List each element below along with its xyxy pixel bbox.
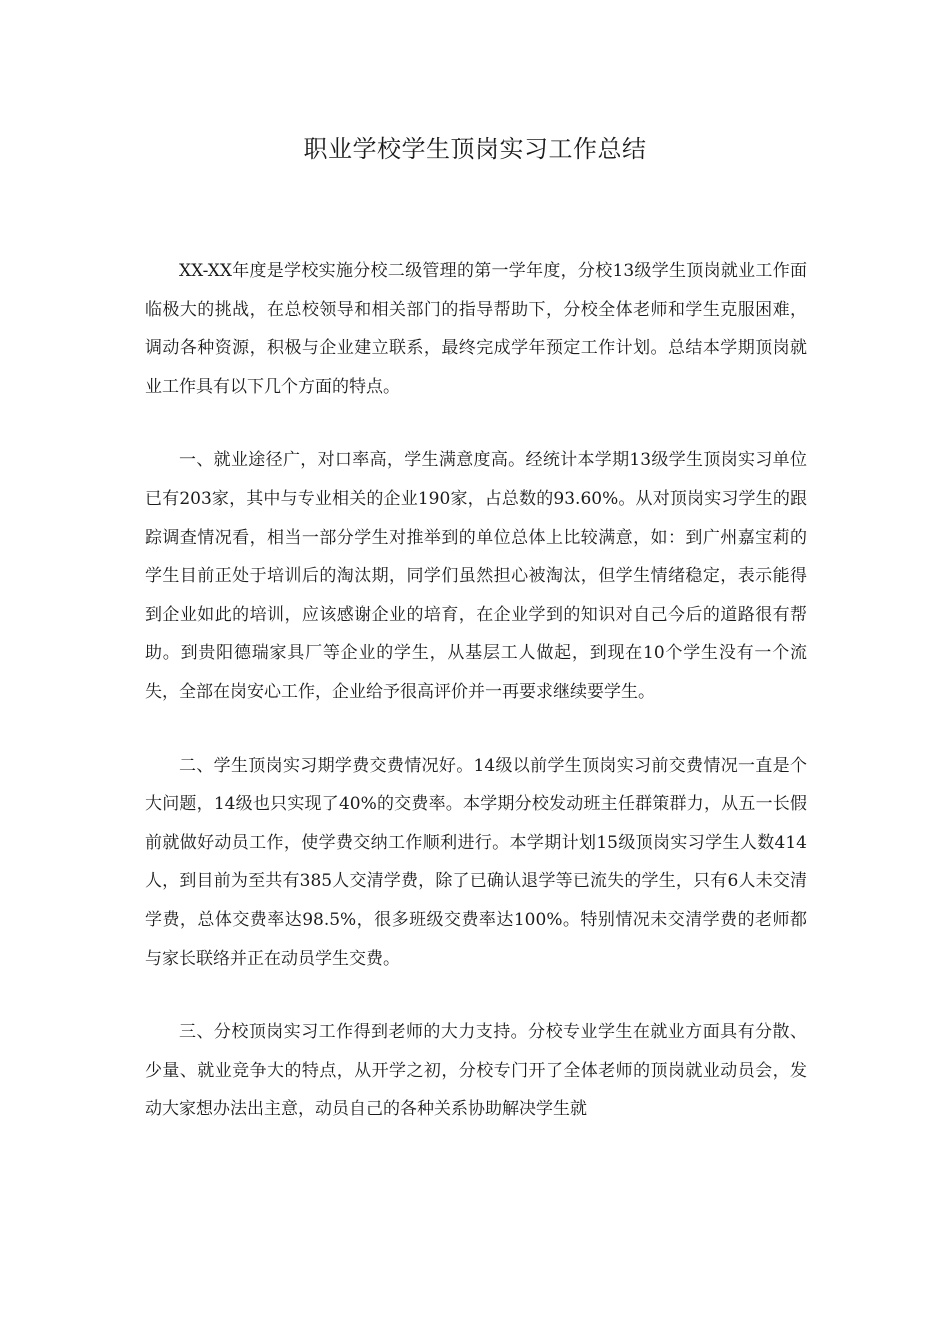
paragraph-section-1: 一、就业途径广，对口率高，学生满意度高。经统计本学期13级学生顶岗实习单位已有203家，其中与专业相关的企业190家，占总数的93.60%。从对顶岗实习学生的跟踪调查情况看，相当一部分学生对推举到的单位总体上比较满意，如：到广州嘉宝莉的学生目前正处于培训后的淘汰期，同学们虽然担心被淘汰，但学生情绪稳定，表示能得到企业如此的培训，应该感谢企业的培育，在企业学到的知识对自己今后的道路很有帮助。到贵阳德瑞家具厂等企业的学生，从基层工人做起，到现在10个学生没有一个流失，全部在岗安心工作，企业给予很高评价并一再要求继续要学生。	[145, 450, 807, 702]
document-body	[145, 252, 807, 1129]
paragraph-section-2: 二、学生顶岗实习期学费交费情况好。14级以前学生顶岗实习前交费情况一直是个大问题，14级也只实现了40%的交费率。本学期分校发动班主任群策群力，从五一长假前就做好动员工作，使学费交纳工作顺利进行。本学期计划15级顶岗实习学生人数414人，到目前为至共有385人交清学费，除了已确认退学等已流失的学生，只有6人未交清学费，总体交费率达98.5%，很多班级交费率达100%。特别情况未交清学费的老师都与家长联络并正在动员学生交费。	[145, 755, 807, 969]
paragraph-section-3: 三、分校顶岗实习工作得到老师的大力支持。分校专业学生在就业方面具有分散、少量、就业竞争大的特点，从开学之初，分校专门开了全体老师的顶岗就业动员会，发动大家想办法出主意，动员自己的各种关系协助解决学生就	[145, 1022, 807, 1120]
document-title: 职业学校学生顶岗实习工作总结	[303, 135, 647, 163]
paragraph-intro: XX-XX年度是学校实施分校二级管理的第一学年度，分校13级学生顶岗就业工作面临极大的挑战，在总校领导和相关部门的指导帮助下，分校全体老师和学生克服困难，调动各种资源，积极与企业建立联系，最终完成学年预定工作计划。总结本学期顶岗就业工作具有以下几个方面的特点。	[145, 261, 807, 397]
